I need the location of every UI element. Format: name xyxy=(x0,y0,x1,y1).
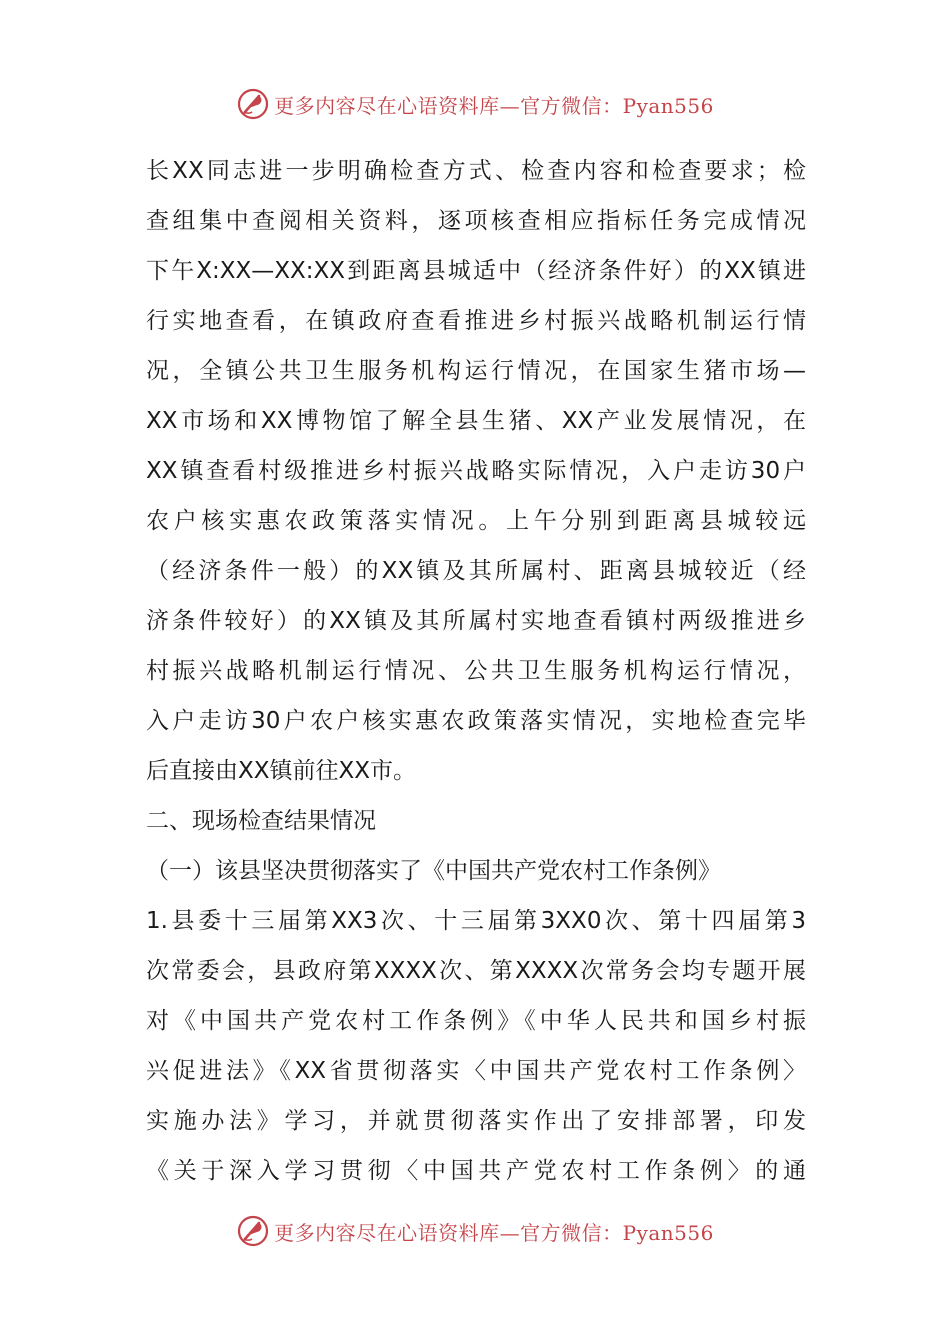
banner-text: 更多内容尽在心语资料库—官方微信：Pyan556 xyxy=(274,1220,714,1245)
quill-logo-icon xyxy=(236,87,270,121)
text-line: 查组集中查阅相关资料，逐项核查相应指标任务完成情况 xyxy=(146,208,806,234)
text-line: 村振兴战略机制运行情况、公共卫生服务机构运行情况， xyxy=(146,658,806,684)
header-banner xyxy=(0,84,950,124)
text-line: 1.县委十三届第XX3次、十三届第3XX0次、第十四届第3 xyxy=(146,908,806,934)
document-body xyxy=(146,146,806,1196)
text-line: 对《中国共产党农村工作条例》《中华人民共和国乡村振 xyxy=(146,1008,806,1034)
banner-text: 更多内容尽在心语资料库—官方微信：Pyan556 xyxy=(274,93,714,118)
text-line: 次常委会，县政府第XXXX次、第XXXX次常务会均专题开展 xyxy=(146,958,806,984)
text-line: （经济条件一般）的XX镇及其所属村、距离县城较近（经 xyxy=(146,558,806,584)
text-line: 农户核实惠农政策落实情况。上午分别到距离县城较远 xyxy=(146,508,806,534)
text-line: 《关于深入学习贯彻〈中国共产党农村工作条例〉的通 xyxy=(146,1158,806,1184)
text-line: 下午X:XX—XX:XX到距离县城适中（经济条件好）的XX镇进 xyxy=(146,258,806,284)
footer-banner xyxy=(0,1211,950,1251)
quill-logo-icon xyxy=(236,1214,270,1248)
text-line: XX市场和XX博物馆了解全县生猪、XX产业发展情况，在 xyxy=(146,408,806,434)
text-line: 行实地查看，在镇政府查看推进乡村振兴战略机制运行情 xyxy=(146,308,806,334)
text-line: 济条件较好）的XX镇及其所属村实地查看镇村两级推进乡 xyxy=(146,608,806,634)
text-line: XX镇查看村级推进乡村振兴战略实际情况，入户走访30户 xyxy=(146,458,806,484)
text-line: 况，全镇公共卫生服务机构运行情况，在国家生猪市场— xyxy=(146,358,806,384)
text-line: 长XX同志进一步明确检查方式、检查内容和检查要求；检 xyxy=(146,158,806,184)
text-line: 实施办法》学习，并就贯彻落实作出了安排部署，印发 xyxy=(146,1108,806,1134)
text-line: 入户走访30户农户核实惠农政策落实情况，实地检查完毕 xyxy=(146,708,806,734)
section-heading: 二、现场检查结果情况 xyxy=(146,808,376,834)
subsection-heading: （一）该县坚决贯彻落实了《中国共产党农村工作条例》 xyxy=(146,858,721,884)
text-line: 兴促进法》《XX省贯彻落实〈中国共产党农村工作条例〉 xyxy=(146,1058,806,1084)
text-line: 后直接由XX镇前往XX市。 xyxy=(146,758,417,784)
